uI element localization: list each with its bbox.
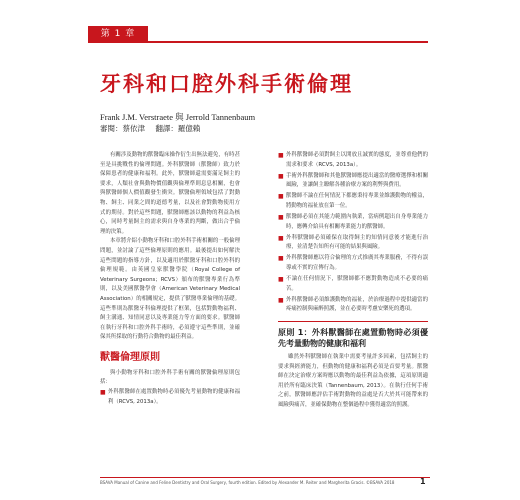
chapter-label: 第 1 章 <box>88 26 148 42</box>
list-item <box>278 234 428 253</box>
paragraph: 本章將介紹小動物牙科和口腔外科手術相關的一般倫理問題，並討論了這些倫理原則的應用。最後提出如何解決這些問題的指導方針，以及適用於獸醫牙科和口腔外科的倫理規範。由英國皇家獸醫學院（Royal College of Veterinary Surgeons；RCVS）頒布的獸醫專業行為準則，以及美國獸醫學會（American Veterinary Medical Association）的相關規定，提供了獸醫專業倫理的基礎。這些準則為獸醫牙科倫理提供了框架，包括對動物福利、飼主溝通、知情同意以及專業能力等方面的要求。獸醫師在執行牙科和口腔外科手術時，必須遵守這些準則，並確保其所採取的行動符合動物的最佳利益。 <box>100 238 240 341</box>
list-item <box>278 275 428 294</box>
reviewer-credit: 審閱：蔡依津 <box>100 124 145 133</box>
list-item-text: 獸醫師不論在任何情況下都應秉持專業並維護動物的權益，將動物的福祉放在第一位。 <box>286 193 428 209</box>
authors: Frank J.M. Verstraete 與 Jerrold Tannenbaum <box>100 112 256 122</box>
list-item-text: 外科獸醫師必須確保在取得飼主的知情同意後才能進行治療，並清楚告知所有可能的結果與風險。 <box>286 234 428 251</box>
list-item <box>278 254 428 273</box>
header-rule <box>88 41 428 43</box>
list-item <box>278 151 428 170</box>
footer-rule <box>100 477 430 478</box>
bullet-icon: ■ <box>278 193 284 201</box>
bullet-icon: ■ <box>278 296 284 304</box>
section-intro: 與小動物牙科和口腔外科手術有關的獸醫倫理原則包括： <box>100 369 240 386</box>
list-item <box>100 388 240 407</box>
list-item-text: 外科獸醫師必須維護動物的福祉，於治療過程中提供適當的疼痛控制與麻醉照護，並在必要時考慮安樂死的選項。 <box>286 296 428 313</box>
section-heading: 獸醫倫理原則 <box>100 351 160 363</box>
bullet-icon: ■ <box>278 234 284 242</box>
principles-list <box>100 388 240 407</box>
credits <box>100 123 430 135</box>
list-item-text: 外科獸醫師在處置動物時必須優先考量動物的健康和福利（RCVS, 2013a）。 <box>108 389 240 405</box>
principle-heading: 原則 1：外科獸醫師在處置動物時必須優先考量動物的健康和福利 <box>278 321 428 349</box>
list-item-text: 外科獸醫師必須對飼主以開放且誠實的態度，並尊重他們的需求和要求（RCVS, 2013a）。 <box>286 152 428 168</box>
list-item <box>278 192 428 211</box>
principle-text: 雖然外科獸醫師在執業中需要考量許多因素，包括飼主的要求與經濟能力，但動物的健康和福利必須是首要考量。獸醫師在決定治療方案時應以動物的最佳利益為依據，這項原則適用於所有臨床決策（Tannenbaum, 2013）。在執行任何手術之前，獸醫師應評估手術對動物的益處是否大於其可能帶來的風險與痛苦，並確保動物在整個過程中獲得適當的照護。 <box>278 354 428 408</box>
page-number: 1 <box>420 477 426 486</box>
footer-citation: BSAVA Manual of Canine and Feline Dentistry and Oral Surgery, fourth edition. Edited by Alexander M. Reiter and Margherita Gracis. ©BSAVA 2018 <box>100 480 395 485</box>
bullet-icon: ■ <box>278 152 284 159</box>
bullet-icon: ■ <box>100 389 106 397</box>
list-item-text: 不論在任何情況下，獸醫師都不應對動物造成不必要的痛苦。 <box>286 276 428 292</box>
paragraph: 有關涉及動物的獸醫臨床操作衍生出無法避免，有時甚至是具挑戰性的倫理問題。外科獸醫師（獸醫師）致力於保障患者的健康和福利。此外，獸醫師還需要滿足飼主的要求，人類社會與動物價值觀與倫理準則息息相關，也會與獸醫師個人價值觀發生衝突。獸醫倫理領域包括了對動物、飼主、同業之間的道德考量，以及社會對動物使用方式的期待。對於這些問題，獸醫師應該以動物的利益為核心，同時考量飼主的需求與自身專業的判斷，做出合乎倫理的決策。 <box>100 152 240 235</box>
list-item-text: 手術外科獸醫師和其他獸醫師應提出適當的醫療選擇和相關風險，並讓飼主瞭解各種治療方案的利弊與費用。 <box>286 172 428 189</box>
list-item-text: 外科獸醫師應以符合倫理的方式推廣其專業服務，不得有誤導或不實的宣傳行為。 <box>286 255 428 272</box>
bullet-icon: ■ <box>278 255 284 263</box>
bullet-icon: ■ <box>278 276 284 284</box>
bullet-icon: ■ <box>278 214 284 222</box>
list-item <box>278 213 428 232</box>
translator-credit: 翻譯：羅億賴 <box>155 124 201 133</box>
list-item <box>278 296 428 315</box>
page-title: 牙科和口腔外科手術倫理 <box>100 71 353 96</box>
bullet-icon: ■ <box>278 172 284 180</box>
left-column <box>100 151 240 409</box>
right-column <box>278 151 428 411</box>
principles-list-continued <box>278 151 428 315</box>
list-item <box>278 172 428 191</box>
list-item-text: 獸醫師必須在其能力範圍內執業，當病例超出自身專業能力時，應轉介給具有相關專業能力的獸醫師。 <box>286 214 428 230</box>
